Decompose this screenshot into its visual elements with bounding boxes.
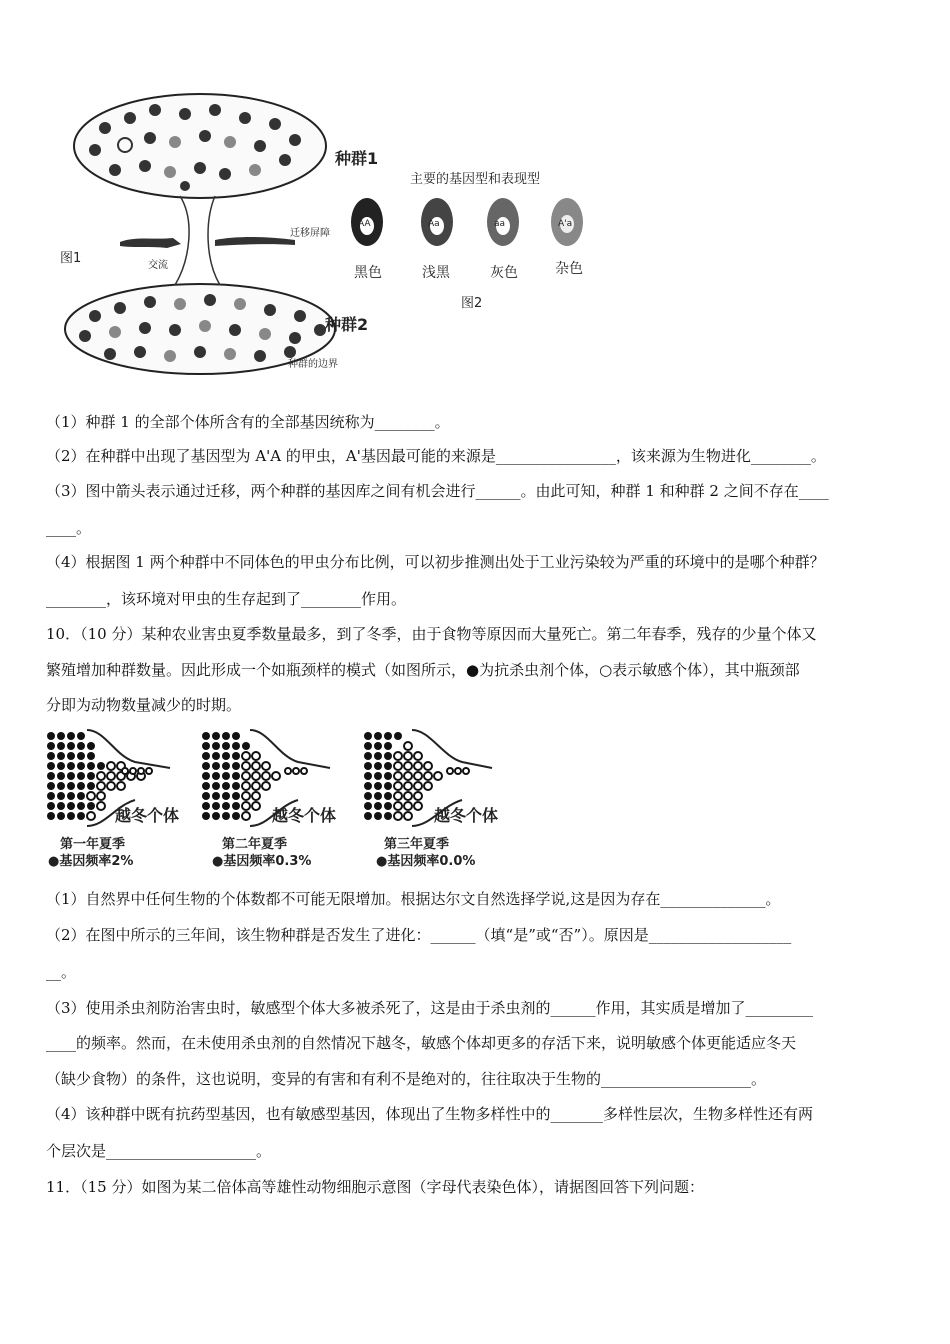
boundary-label: 种群的边界 <box>288 359 338 370</box>
barrier-shape <box>120 238 181 248</box>
q10-intro-2: 繁殖增加种群数量。因此形成一个如瓶颈样的模式（如图所示，●为抗杀虫剂个体，○表示敏感个体），其中瓶颈部 <box>46 661 800 679</box>
q10-part-3-cont: ____的频率。然而，在未使用杀虫剂的自然情况下越冬，敏感个体却更多的存活下来，说明敏感个体更能适应冬天 <box>46 1034 797 1052</box>
q9-part-3: （3）图中箭头表示通过迁移，两个种群的基因库之间有机会进行______。由此可知，种群 1 和种群 2 之间不存在____ <box>46 482 829 500</box>
panel-1-season: 第一年夏季 <box>60 837 126 852</box>
figure-1-population-diagram <box>55 90 395 380</box>
beetle-1-phenotype: 黑色 <box>354 265 382 281</box>
barrier-label: 迁移屏障 <box>290 228 330 239</box>
figure-2-beetles <box>345 188 595 248</box>
beetle-3-genotype: aa <box>494 219 506 229</box>
panel-3-frequency: ●基因频率0.0% <box>376 854 476 869</box>
beetle-2-genotype: Aa <box>428 219 440 229</box>
beetle-1-genotype: AA <box>358 219 371 229</box>
figure-2-label: 图2 <box>461 296 483 311</box>
q11-intro: 11．（15 分）如图为某二倍体高等雄性动物细胞示意图（字母代表染色体），请据图回答下列问题： <box>46 1178 704 1196</box>
q9-part-3-cont: ____。 <box>46 519 92 537</box>
panel-1-winter-label: 越冬个体 <box>115 806 180 825</box>
q9-part-2: （2）在种群中出现了基因型为 A'A 的甲虫，A'基因最可能的来源是________________，该来源为生物进化________。 <box>46 447 826 465</box>
panel-3-winter-label: 越冬个体 <box>434 806 499 825</box>
panel-1-frequency: ●基因频率2% <box>48 854 134 869</box>
beetle-2-phenotype: 浅黑 <box>422 265 450 281</box>
q10-intro-3: 分即为动物数量减少的时期。 <box>46 696 242 714</box>
figure-2-title: 主要的基因型和表现型 <box>410 172 541 187</box>
population-1-ellipse <box>74 94 326 198</box>
q10-part-4: （4）该种群中既有抗药型基因，也有敏感型基因，体现出了生物多样性中的_______多样性层次，生物多样性还有两 <box>46 1105 814 1123</box>
q10-part-4-cont: 个层次是____________________。 <box>46 1142 272 1160</box>
panel-3-season: 第三年夏季 <box>384 837 450 852</box>
q10-part-1: （1）自然界中任何生物的个体数都不可能无限增加。根据达尔文自然选择学说,这是因为存在______________。 <box>46 890 781 908</box>
q10-part-3: （3）使用杀虫剂防治害虫时，敏感型个体大多被杀死了，这是由于杀虫剂的______作用，其实质是增加了_________ <box>46 999 814 1017</box>
q10-part-2: （2）在图中所示的三年间，该生物种群是否发生了进化：______（填“是”或“否”）。原因是___________________ <box>46 926 792 944</box>
q9-part-1: （1）种群 1 的全部个体所含有的全部基因统称为________。 <box>46 413 450 431</box>
beetle-4-genotype: A'a <box>558 219 573 229</box>
q9-part-4: （4）根据图 1 两个种群中不同体色的甲虫分布比例，可以初步推测出处于工业污染较为严重的环境中的是哪个种群？ <box>46 553 825 571</box>
q10-part-3-cont-2: （缺少食物）的条件，这也说明，变异的有害和有利不是绝对的，往往取决于生物的____________________。 <box>46 1070 767 1088</box>
q10-part-2-cont: __。 <box>46 963 77 981</box>
beetle-3-phenotype: 灰色 <box>490 265 518 281</box>
figure-1-label: 图1 <box>60 251 82 266</box>
exchange-label: 交流 <box>148 260 168 271</box>
q10-intro-1: 10．（10 分）某种农业害虫夏季数量最多，到了冬季，由于食物等原因而大量死亡。第二年春季，残存的少量个体又 <box>46 625 817 643</box>
panel-2-winter-label: 越冬个体 <box>272 806 337 825</box>
q9-part-4-cont: ________，该环境对甲虫的生存起到了________作用。 <box>46 590 407 608</box>
population-2-label: 种群2 <box>325 315 369 334</box>
panel-2-season: 第二年夏季 <box>222 837 288 852</box>
population-1-label: 种群1 <box>335 149 379 168</box>
beetle-4-phenotype: 杂色 <box>555 261 583 277</box>
panel-2-frequency: ●基因频率0.3% <box>212 854 312 869</box>
